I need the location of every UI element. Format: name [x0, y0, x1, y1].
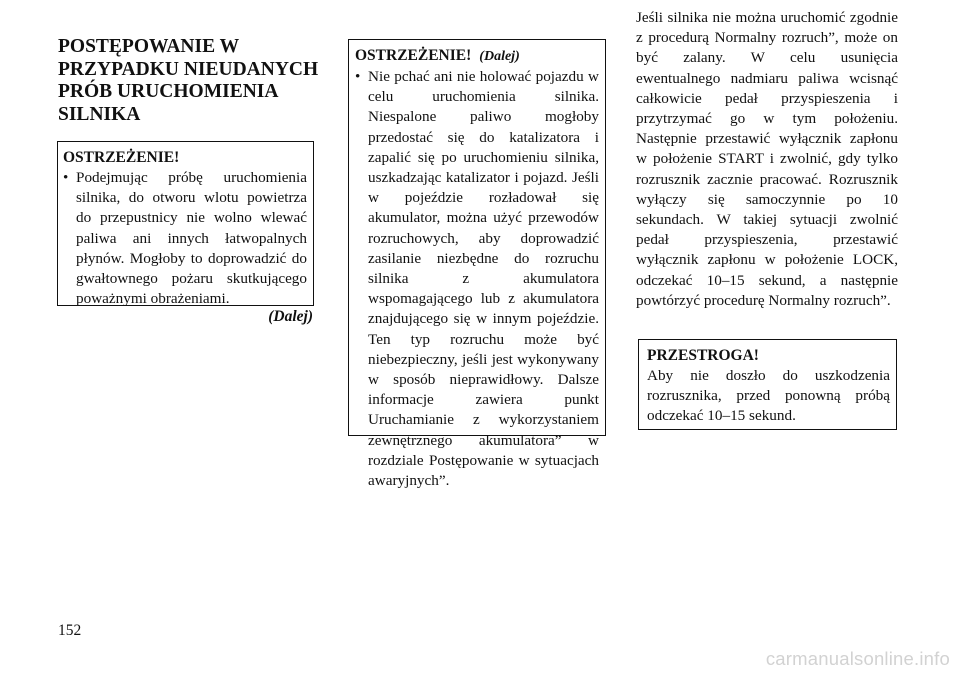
section-heading: POSTĘPOWANIE W PRZYPADKU NIEUDANYCH PRÓB URUCHOMIENIA SILNIKA	[58, 36, 319, 125]
page-number: 152	[58, 622, 82, 639]
warning-title-continued	[355, 46, 599, 67]
continued-label: (Dalej)	[479, 49, 520, 64]
continued-label: (Dalej)	[268, 308, 313, 325]
caution-title: PRZESTROGA!	[647, 347, 759, 364]
warning-title: OSTRZEŻENIE!	[355, 47, 472, 64]
warning-text: Nie pchać ani nie holować pojazdu w celu uruchomienia silnika. Niespalone paliwo mogłoby przedostać się do katalizatora i zapalić się po uruchomieniu silnika, uszkadzając katalizator i pojazd. Jeśli w pojeździe rozładował się akumulator, można użyć przewodów rozruchowych, aby doprowadzić zasilanie niezbędne do rozruchu silnika z akumulatora wspomagającego lub z akumulatora znajdującego się w innym pojeździe. Ten typ rozruchu może być niebezpieczny, jeśli jest wykonywany w sposób nieprawidłowy. Dalsze informacje zawiera punkt Uruchamianie z wykorzystaniem zewnętrznego akumulatora” w rozdziale Postępowanie w sytuacjach awaryjnych”.	[368, 68, 599, 490]
caution-box	[638, 339, 897, 430]
watermark: carmanualsonline.info	[765, 648, 950, 669]
warning-box-1	[57, 141, 314, 306]
warning-bullet-text	[355, 67, 599, 491]
caution-text: Aby nie doszło do uszkodzenia rozrusznika, przed ponowną próbą odczekać 10–15 sekund.	[647, 367, 890, 425]
warning-bullet-text	[63, 168, 307, 309]
warning-box-2	[348, 39, 606, 490]
warning-text: Podejmując próbę uruchomienia silnika, do otworu wlotu powietrza do przepustnicy nie wolno wlewać paliwa ani innych łatwopalnych płynów. Mogłoby to doprowadzić do gwałtownego pożaru skutkującego poważnymi obrażeniami.	[76, 169, 307, 308]
bullet-icon: •	[355, 68, 361, 85]
warning-title: OSTRZEŻENIE!	[63, 149, 180, 166]
bullet-icon: •	[63, 169, 69, 186]
body-paragraph: Jeśli silnika nie można uruchomić zgodnie z procedurą Normalny rozruch”, może on być zalany. W celu usunięcia ewentualnego nadmiaru paliwa wcisnąć całkowicie pedał przyspieszenia i przytrzymać go w tym położeniu. Następnie przestawić wyłącznik zapłonu w położenie START i zwolnić, gdy tylko rozrusznik zacznie pracować. Rozrusznik wyłączy się samoczynnie po 10 sekundach. W takiej sytuacji zwolnić pedał przyspieszenia, przestawić wyłącznik zapłonu w położenie LOCK, odczekać 10–15 sekund, a następnie powtórzyć procedurę Normalny rozruch”.	[636, 9, 898, 309]
